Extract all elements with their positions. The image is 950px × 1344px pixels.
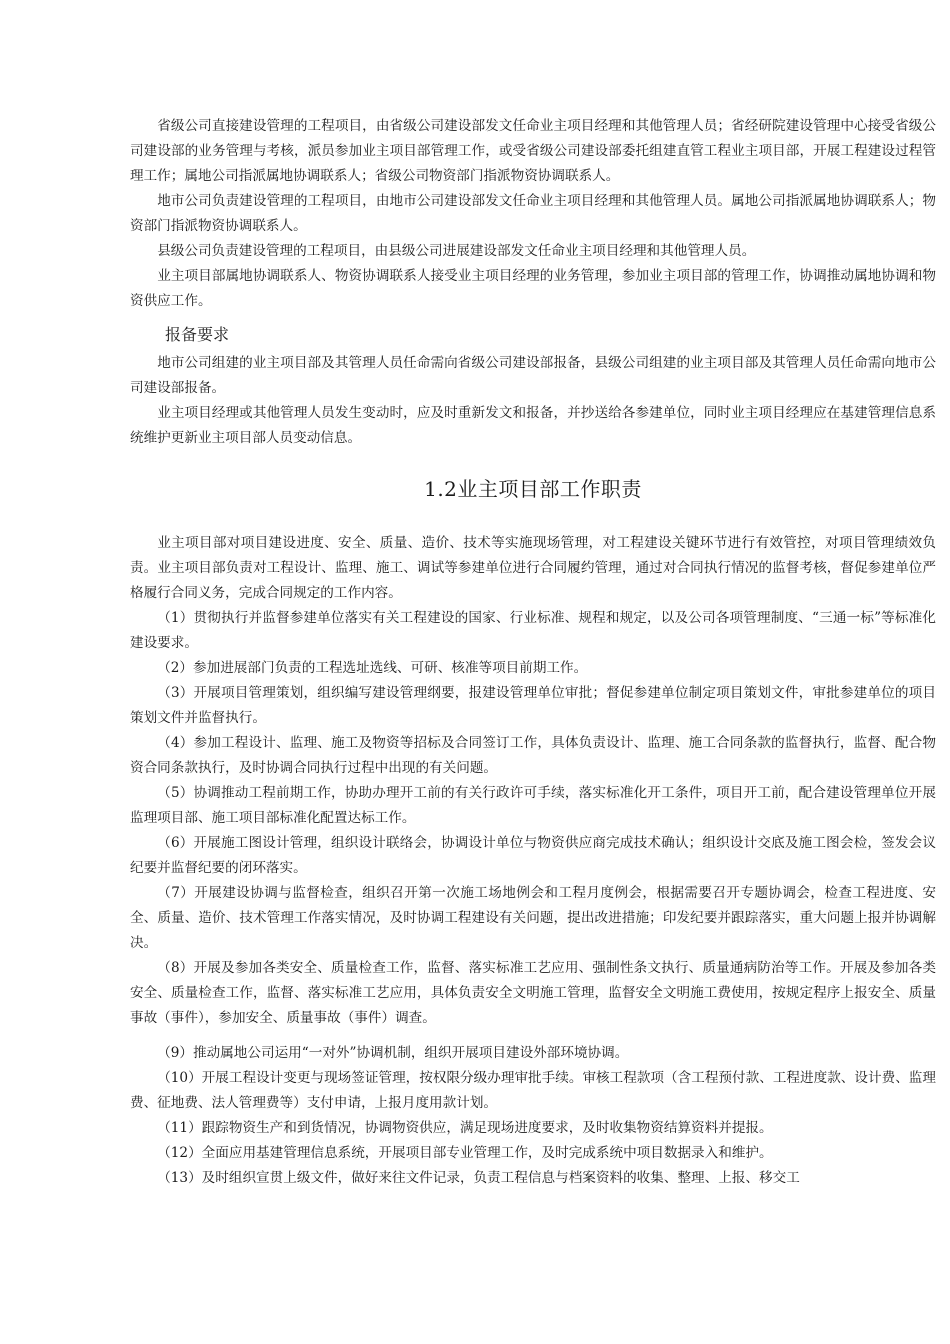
duty-item-7: （7）开展建设协调与监督检查，组织召开第一次施工场地例会和工程月度例会，根据需要召开专题协调会，检查工程进度、安全、质量、造价、技术管理工作落实情况，及时协调工程建设有关问题，提出改进措施；印发纪要并跟踪落实，重大问题上报并协调解决。 bbox=[130, 885, 936, 951]
filing-paragraph-2: 业主项目经理或其他管理人员发生变动时，应及时重新发文和报备，并抄送给各参建单位，同时业主项目经理应在基建管理信息系统维护更新业主项目部人员变动信息。 bbox=[130, 405, 936, 446]
duty-item-10: （10）开展工程设计变更与现场签证管理，按权限分级办理审批手续。审核工程款项（含工程预付款、工程进度款、设计费、监理费、征地费、法人管理费等）支付申请，上报月度用款计划。 bbox=[130, 1070, 936, 1111]
duty-item-6: （6）开展施工图设计管理，组织设计联络会，协调设计单位与物资供应商完成技术确认；组织设计交底及施工图会检，签发会议纪要并监督纪要的闭环落实。 bbox=[130, 835, 936, 876]
filing-heading: 报备要求 bbox=[165, 325, 230, 344]
intro-paragraph-2: 地市公司负责建设管理的工程项目，由地市公司建设部发文任命业主项目经理和其他管理人员。属地公司指派属地协调联系人；物资部门指派物资协调联系人。 bbox=[130, 193, 936, 234]
intro-paragraph-3: 县级公司负责建设管理的工程项目，由县级公司进展建设部发文任命业主项目经理和其他管理人员。 bbox=[157, 243, 756, 259]
duty-item-4: （4）参加工程设计、监理、施工及物资等招标及合同签订工作，具体负责设计、监理、施工合同条款的监督执行，监督、配合物资合同条款执行，及时协调合同执行过程中出现的有关问题。 bbox=[130, 735, 936, 776]
document-page bbox=[130, 114, 936, 1191]
duty-item-2: （2）参加进展部门负责的工程选址选线、可研、核准等项目前期工作。 bbox=[157, 660, 588, 676]
section-lead-paragraph: 业主项目部对项目建设进度、安全、质量、造价、技术等实施现场管理，对工程建设关键环节进行有效管控，对项目管理绩效负责。业主项目部负责对工程设计、监理、施工、调试等参建单位进行合同履约管理，通过对合同执行情况的监督考核，督促参建单位严格履行合同义务，完成合同规定的工作内容。 bbox=[130, 535, 936, 601]
paragraph-gap bbox=[130, 1031, 936, 1041]
duty-item-8: （8）开展及参加各类安全、质量检查工作，监督、落实标准工艺应用、强制性条文执行、质量通病防治等工作。开展及参加各类安全、质量检查工作，监督、落实标准工艺应用，具体负责安全文明施工管理，监督安全文明施工费使用，按规定程序上报安全、质量事故（事件），参加安全、质量事故（事件）调查。 bbox=[130, 960, 936, 1026]
intro-paragraph-4: 业主项目部属地协调联系人、物资协调联系人接受业主项目经理的业务管理，参加业主项目部的管理工作，协调推动属地协调和物资供应工作。 bbox=[130, 268, 936, 309]
duty-item-1: （1）贯彻执行并监督参建单位落实有关工程建设的国家、行业标准、规程和规定，以及公司各项管理制度、“三通一标”等标准化建设要求。 bbox=[130, 610, 936, 651]
duty-item-9: （9）推动属地公司运用“一对外”协调机制，组织开展项目建设外部环境协调。 bbox=[157, 1045, 629, 1061]
duty-item-3: （3）开展项目管理策划，组织编写建设管理纲要，报建设管理单位审批；督促参建单位制定项目策划文件，审批参建单位的项目策划文件并监督执行。 bbox=[130, 685, 936, 726]
duty-item-12: （12）全面应用基建管理信息系统，开展项目部专业管理工作，及时完成系统中项目数据录入和维护。 bbox=[157, 1145, 773, 1161]
filing-paragraph-1: 地市公司组建的业主项目部及其管理人员任命需向省级公司建设部报备，县级公司组建的业主项目部及其管理人员任命需向地市公司建设部报备。 bbox=[130, 355, 936, 396]
intro-paragraph-1: 省级公司直接建设管理的工程项目，由省级公司建设部发文任命业主项目经理和其他管理人员；省经研院建设管理中心接受省级公司建设部的业务管理与考核，派员参加业主项目部管理工作，或受省级公司建设部委托组建直管工程业主项目部，开展工程建设过程管理工作；属地公司指派属地协调联系人；省级公司物资部门指派物资协调联系人。 bbox=[130, 118, 936, 184]
duty-item-5: （5）协调推动工程前期工作，协助办理开工前的有关行政许可手续，落实标准化开工条件，项目开工前，配合建设管理单位开展监理项目部、施工项目部标准化配置达标工作。 bbox=[130, 785, 936, 826]
section-title: 1.2业主项目部工作职责 bbox=[424, 477, 642, 501]
duty-item-11: （11）跟踪物资生产和到货情况，协调物资供应，满足现场进度要求，及时收集物资结算资料并提报。 bbox=[157, 1120, 773, 1136]
duty-item-13: （13）及时组织宣贯上级文件，做好来往文件记录，负责工程信息与档案资料的收集、整理、上报、移交工 bbox=[157, 1170, 800, 1186]
